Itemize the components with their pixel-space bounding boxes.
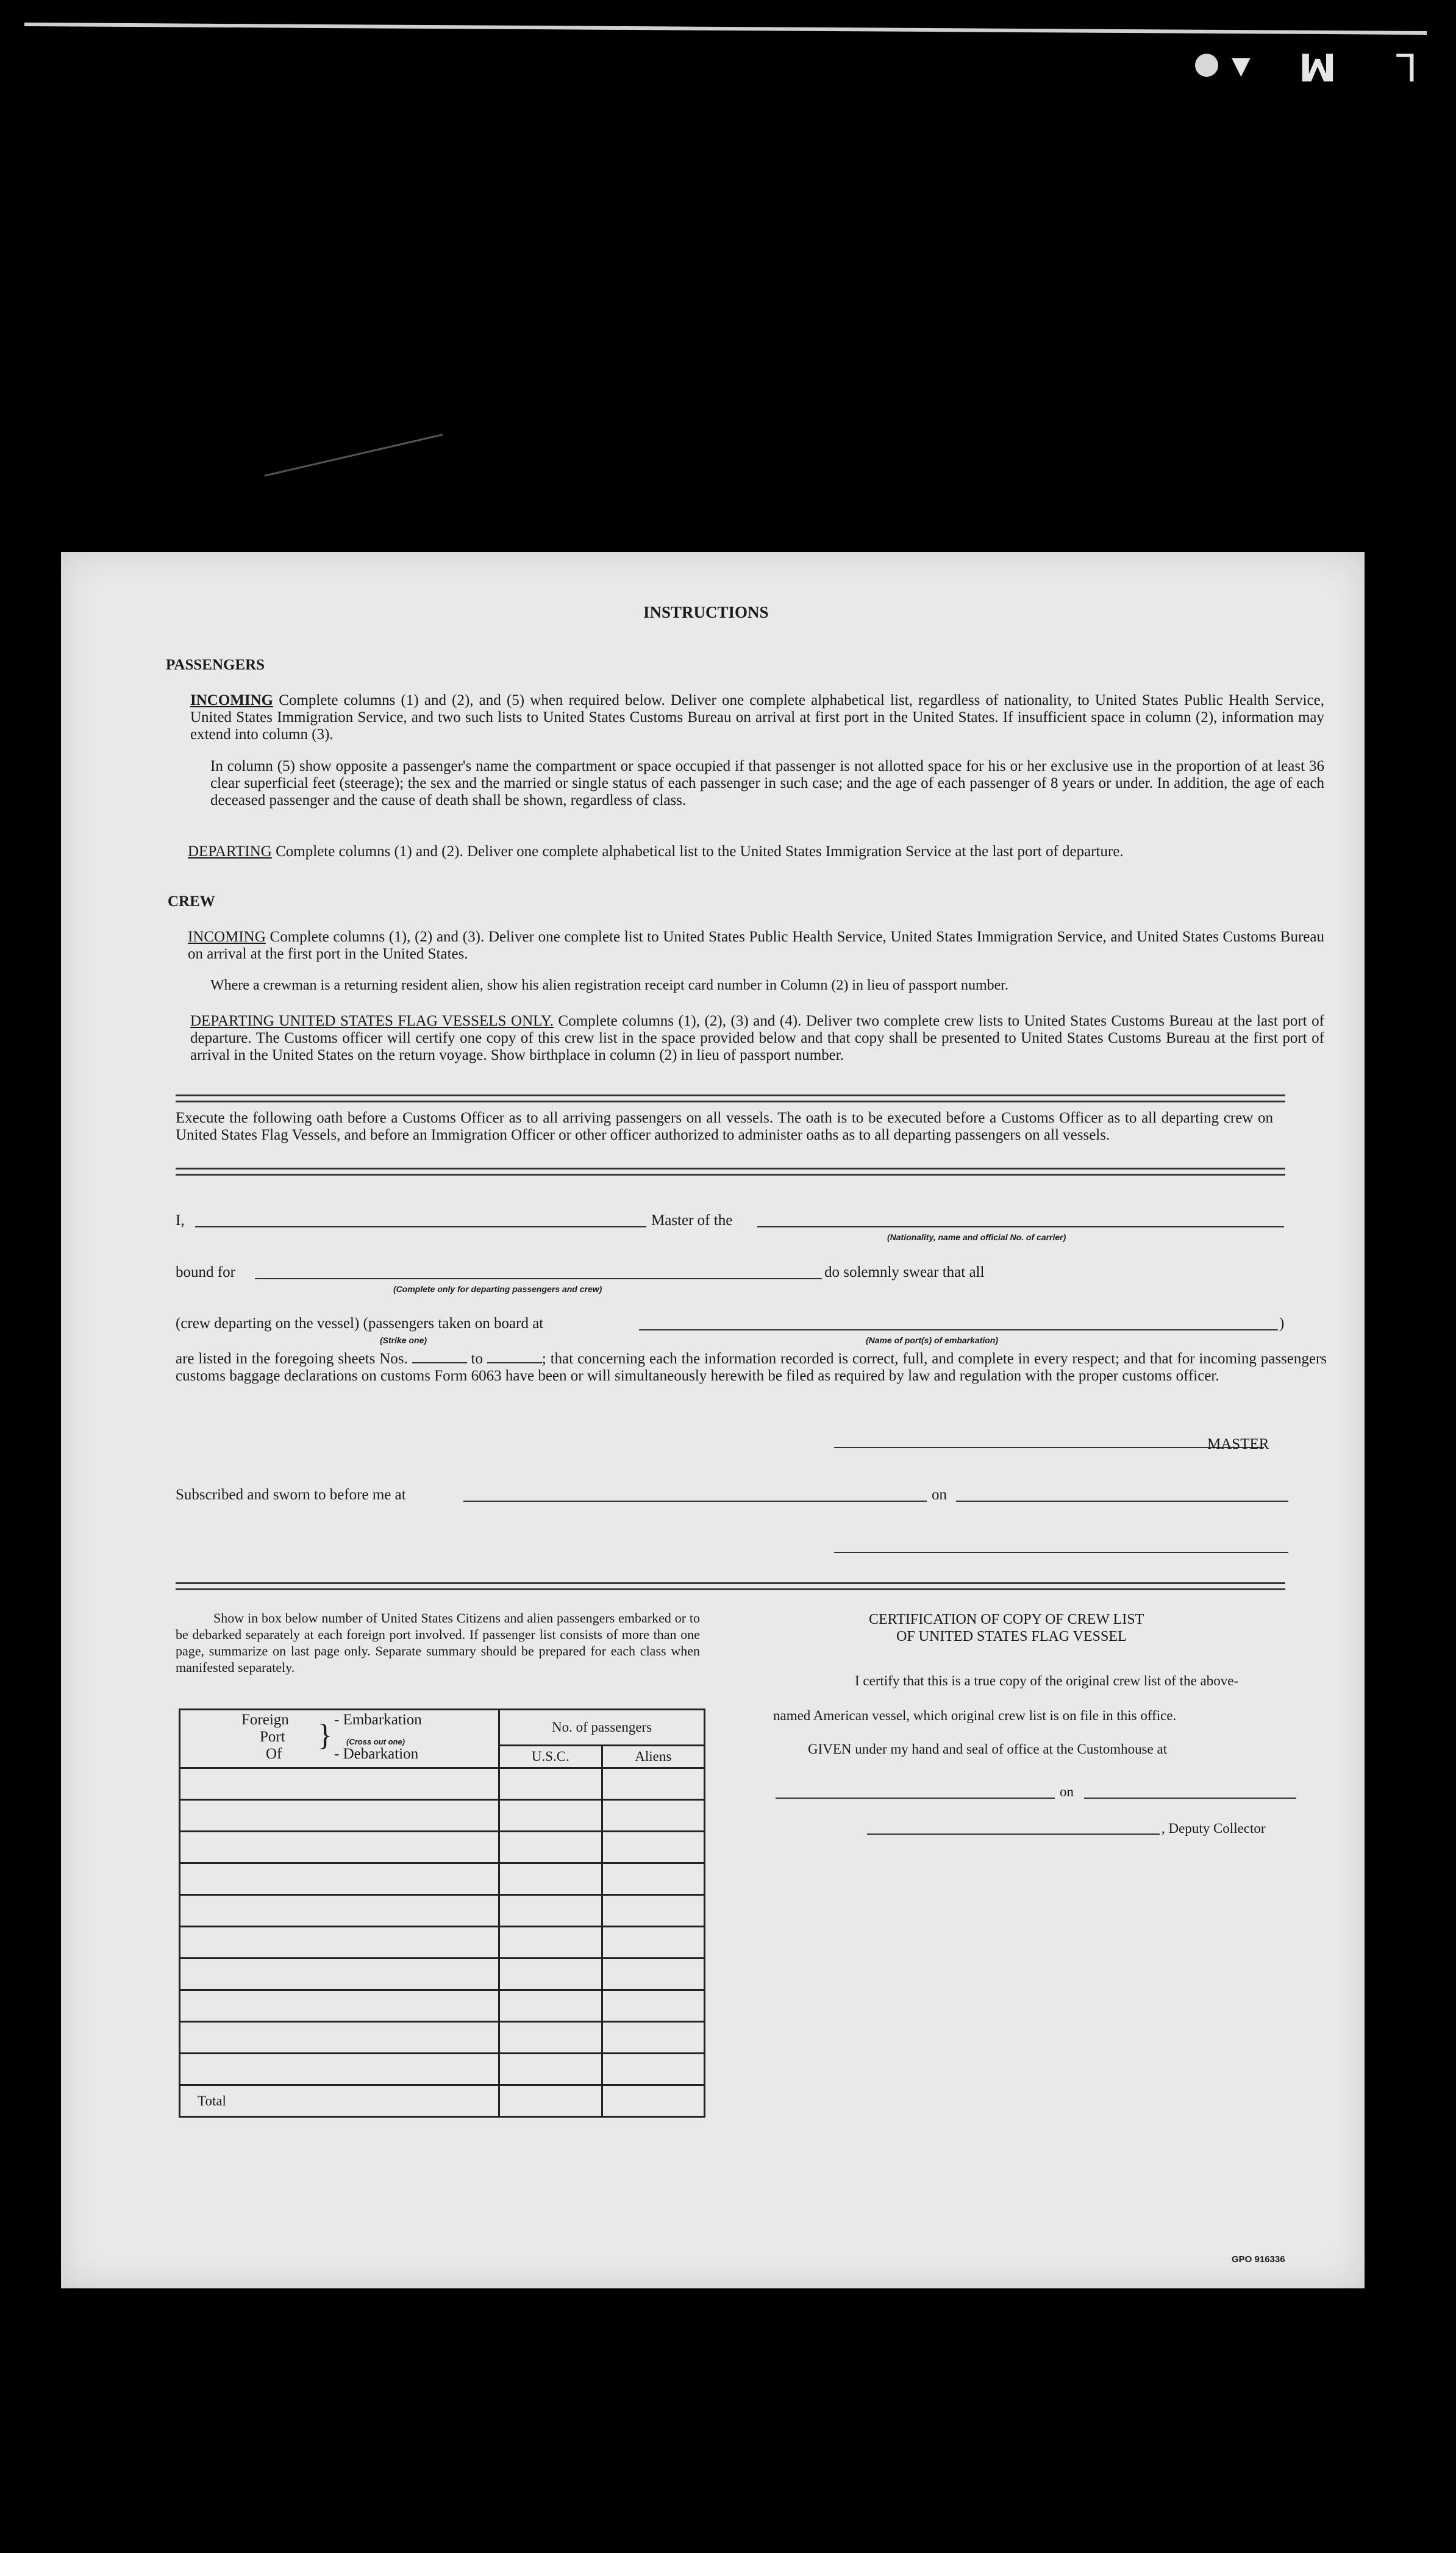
film-edge-line [24, 23, 1427, 35]
film-corner-marks [1195, 45, 1427, 89]
crew-flag-text: Complete columns (1), (2), (3) and (4). Deliver two complete crew lists to United States Customs Bureau at the last port of departure. The Customs officer will certify one copy of this crew list in the space provided below and that copy shall be presented to United States Customs Bureau at the first port of arrival in the United States on the return voyage. Show birthplace in column (2) in lieu of passport number. [190, 1013, 1324, 1063]
passengers-departing-paragraph [188, 843, 1324, 860]
table-row [180, 1800, 705, 1832]
debarkation-label: - Debarkation [334, 1746, 419, 1762]
aliens-cell[interactable] [602, 1768, 704, 1800]
listed-text-a: are listed in the foregoing sheets Nos. [176, 1351, 408, 1367]
subscribed-on-label: on [932, 1487, 947, 1503]
crew-incoming-label: INCOMING [188, 929, 266, 945]
passengers-departing-text: Complete columns (1) and (2). Deliver one complete alphabetical list to the United States Immigration Service at the last port of departure. [276, 843, 1124, 860]
bound-for-field[interactable] [255, 1278, 822, 1279]
certification-line-3: GIVEN under my hand and seal of office at the Customhouse at [808, 1741, 1168, 1757]
crew-departing-text: (crew departing on the vessel) (passengers taken on board at [176, 1315, 544, 1332]
passengers-incoming-paragraph [190, 692, 1324, 743]
listed-to: to [471, 1351, 483, 1367]
port-cell[interactable] [180, 1832, 499, 1863]
aliens-cell[interactable] [602, 1895, 704, 1927]
aliens-cell[interactable] [602, 2022, 704, 2054]
table-row [180, 1927, 705, 1958]
subscribed-label: Subscribed and sworn to before me at [176, 1487, 406, 1503]
port-cell[interactable] [180, 1768, 499, 1800]
of-label: Of [266, 1746, 282, 1762]
gpo-code: GPO 916336 [1232, 2254, 1285, 2265]
aliens-total-cell[interactable] [602, 2085, 704, 2117]
film-triangle-icon: ▼ [1232, 52, 1251, 80]
crew-flag-paragraph [190, 1013, 1324, 1064]
listed-paragraph [176, 1351, 1327, 1385]
embarkation-label: - Embarkation [334, 1712, 422, 1728]
master-label: MASTER [1207, 1436, 1269, 1452]
total-label: Total [180, 2085, 499, 2117]
usc-cell[interactable] [499, 1895, 602, 1927]
bound-for-caption: (Complete only for departing passengers and crew) [393, 1284, 602, 1294]
table-row [180, 2022, 705, 2054]
port-summary-table [179, 1709, 705, 2118]
port-cell[interactable] [180, 1927, 499, 1958]
port-cell[interactable] [180, 1958, 499, 1990]
deputy-signature-field[interactable] [867, 1834, 1160, 1835]
certification-date-field[interactable] [1084, 1798, 1296, 1799]
port-cell[interactable] [180, 1863, 499, 1895]
certification-title-1: CERTIFICATION OF COPY OF CREW LIST [869, 1612, 1144, 1627]
strike-one-caption: (Strike one) [380, 1335, 427, 1345]
port-label: Port [260, 1729, 285, 1745]
film-mark-m: M [1299, 45, 1336, 89]
usc-cell[interactable] [499, 1832, 602, 1863]
close-paren: ) [1279, 1315, 1285, 1332]
carrier-field[interactable] [757, 1226, 1284, 1227]
table-row [180, 1990, 705, 2022]
table-row [180, 1895, 705, 1927]
listed-text-b: ; that concerning each the information recorded is correct, full, and complete in every respect; and that for incoming passengers customs baggage declarations on customs Form 6063 have been or will simultaneously herewith be filed as required by law and regulation with the proper customs officer. [176, 1351, 1327, 1384]
table-row [180, 1768, 705, 1800]
port-caption: (Name of port(s) of embarkation) [866, 1335, 999, 1345]
passengers-incoming-text: Complete columns (1) and (2), and (5) when required below. Deliver one complete alphabetical list, regardless of nationality, to United States Public Health Service, United States Immigration Service, and two such lists to United States Customs Bureau on arrival at first port in the United States. If insufficient space in column (2), information may extend into column (3). [190, 692, 1325, 743]
carrier-caption: (Nationality, name and official No. of carrier) [887, 1232, 1066, 1242]
oath-instruction: Execute the following oath before a Customs Officer as to all arriving passengers on all vessels. The oath is to be executed before a Customs Officer as to all departing crew on United States Flag Vessels, and before an Immigration Officer or other officer authorized to administer oaths as to all departing passengers on all vessels. [176, 1110, 1273, 1143]
master-of-the-label: Master of the [651, 1212, 733, 1229]
page-title: INSTRUCTIONS [643, 603, 769, 621]
usc-cell[interactable] [499, 1927, 602, 1958]
subscribed-place-field[interactable] [463, 1501, 927, 1502]
foreign-port-header [180, 1710, 499, 1768]
aliens-cell[interactable] [602, 1958, 704, 1990]
aliens-header: Aliens [602, 1746, 704, 1768]
cross-out-caption: (Cross out one) [346, 1737, 405, 1746]
form-page [61, 552, 1365, 2288]
aliens-cell[interactable] [602, 1990, 704, 2022]
aliens-cell[interactable] [602, 1832, 704, 1863]
port-cell[interactable] [180, 2022, 499, 2054]
embarkation-port-field[interactable] [639, 1329, 1278, 1330]
port-cell[interactable] [180, 1990, 499, 2022]
aliens-cell[interactable] [602, 2054, 704, 2085]
usc-cell[interactable] [499, 1990, 602, 2022]
passengers-departing-label: DEPARTING [188, 843, 272, 860]
subscribed-date-field[interactable] [956, 1501, 1288, 1502]
passengers-incoming-label: INCOMING [190, 692, 274, 709]
sheet-from-field[interactable] [412, 1362, 467, 1363]
divider-double [176, 1094, 1285, 1102]
certification-line-1: I certify that this is a true copy of the original crew list of the above- [855, 1673, 1239, 1688]
customhouse-field[interactable] [776, 1798, 1055, 1799]
summary-instruction: Show in box below number of United States Citizens and alien passengers embarked or to be debarked separately at each foreign port involved. If passenger list consists of more than one page, summarize on last page only. Separate summary should be prepared for each class when manifested separately. [176, 1610, 700, 1675]
foreign-label: Foreign [241, 1712, 289, 1728]
sheet-to-field[interactable] [487, 1362, 542, 1363]
certification-on-label: on [1060, 1784, 1074, 1799]
crew-flag-label: DEPARTING UNITED STATES FLAG VESSELS ONLY. [190, 1013, 554, 1029]
table-row [180, 1863, 705, 1895]
divider-double [176, 1168, 1285, 1176]
passengers-column5-paragraph: In column (5) show opposite a passenger's name the compartment or space occupied if that passenger is not allotted space for his or her exclusive use in the proportion of at least 36 clear superficial feet (steerage); the sex and the married or single status of each passenger in such case; and the age of each passenger of 8 years or under. In addition, the age of each deceased passenger and the cause of death shall be shown, regardless of class. [210, 758, 1324, 809]
usc-cell[interactable] [499, 1800, 602, 1832]
total-row [180, 2085, 705, 2117]
usc-cell[interactable] [499, 1958, 602, 1990]
aliens-cell[interactable] [602, 1863, 704, 1895]
table-row [180, 2054, 705, 2085]
no-passengers-header: No. of passengers [499, 1710, 705, 1746]
oath-i: I, [176, 1212, 185, 1229]
usc-cell[interactable] [499, 1768, 602, 1800]
port-cell[interactable] [180, 1800, 499, 1832]
certification-title-2: OF UNITED STATES FLAG VESSEL [896, 1629, 1127, 1644]
officer-signature-field[interactable] [834, 1552, 1288, 1553]
passengers-heading: PASSENGERS [166, 657, 265, 673]
crew-heading: CREW [168, 893, 215, 910]
film-scratch [265, 434, 443, 476]
certification-line-2: named American vessel, which original crew list is on file in this office. [773, 1708, 1177, 1723]
crew-incoming-paragraph [188, 929, 1324, 963]
crew-incoming-text: Complete columns (1), (2) and (3). Deliver one complete list to United States Public Health Service, United States Immigration Service, and United States Customs Bureau on arrival at the first port in the United States. [188, 929, 1324, 962]
usc-cell[interactable] [499, 2022, 602, 2054]
port-cell[interactable] [180, 1895, 499, 1927]
swear-text: do solemnly swear that all [824, 1264, 985, 1280]
usc-cell[interactable] [499, 1863, 602, 1895]
table-row [180, 1832, 705, 1863]
film-mark-l: L [1396, 45, 1418, 89]
table-row [180, 1958, 705, 1990]
aliens-cell[interactable] [602, 1927, 704, 1958]
divider-double [176, 1582, 1285, 1590]
film-dot-icon [1195, 54, 1218, 77]
deputy-collector-label: , Deputy Collector [1162, 1821, 1266, 1836]
usc-cell[interactable] [499, 2054, 602, 2085]
port-cell[interactable] [180, 2054, 499, 2085]
master-name-field[interactable] [195, 1226, 646, 1227]
usc-header: U.S.C. [499, 1746, 602, 1768]
bound-for-label: bound for [176, 1264, 235, 1280]
crew-resident-paragraph: Where a crewman is a returning resident alien, show his alien registration receipt card number in Column (2) in lieu of passport number. [210, 977, 1008, 993]
master-signature-field[interactable] [834, 1447, 1264, 1448]
aliens-cell[interactable] [602, 1800, 704, 1832]
usc-total-cell[interactable] [499, 2085, 602, 2117]
brace-glyph: } [318, 1718, 332, 1752]
